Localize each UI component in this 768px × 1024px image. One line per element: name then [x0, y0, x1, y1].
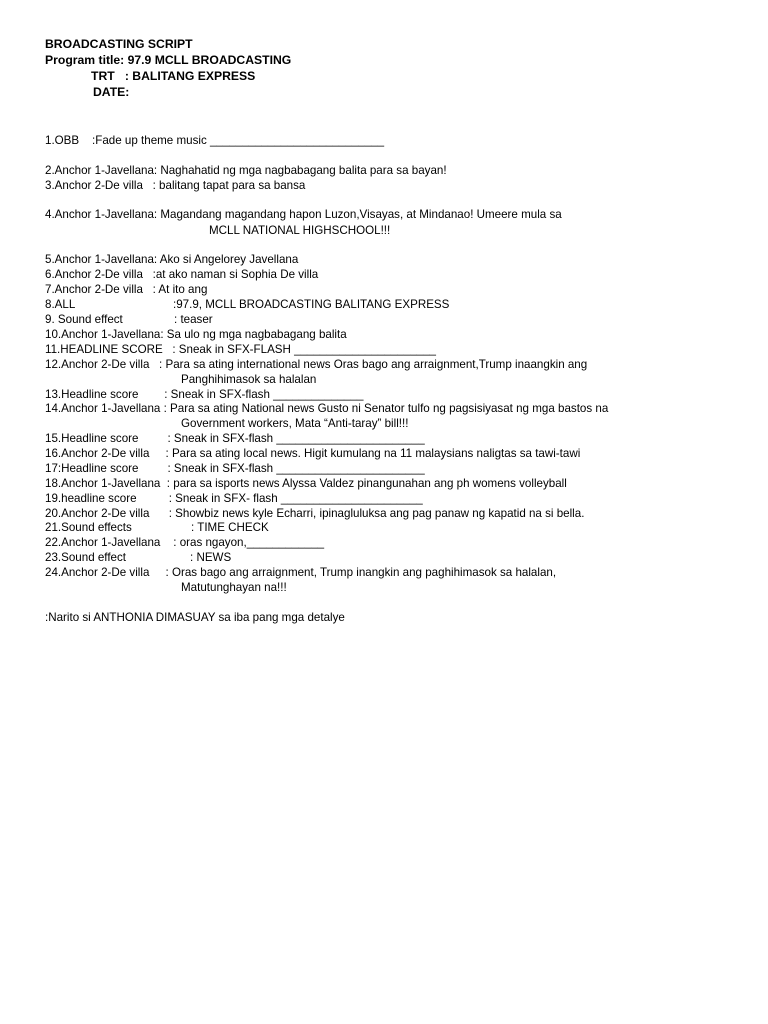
closing-line: :Narito si ANTHONIA DIMASUAY sa iba pang mga detalye [45, 611, 345, 624]
trt-line: TRT : BALITANG EXPRESS [91, 69, 256, 83]
script-line-3: 3.Anchor 2-De villa : balitang tapat para sa bansa [45, 179, 306, 192]
script-line-4: 4.Anchor 1-Javellana: Magandang magandang hapon Luzon,Visayas, at Mindanao! Umeere mula sa [45, 208, 562, 221]
script-line-14: 14.Anchor 1-Javellana : Para sa ating National news Gusto ni Senator tulfo ng pagsisiyasat ng mga bastos na [45, 402, 609, 415]
script-line-4-cont: MCLL NATIONAL HIGHSCHOOL!!! [209, 224, 391, 237]
script-line-24: 24.Anchor 2-De villa : Oras bago ang arraignment, Trump inangkin ang paghihimasok sa halalan, [45, 566, 557, 579]
script-line-21-text: : TIME CHECK [191, 521, 269, 534]
script-line-8-label: 8.ALL [45, 298, 76, 311]
script-line-23-text: : NEWS [190, 551, 232, 564]
script-line-12: 12.Anchor 2-De villa : Para sa ating international news Oras bago ang arraignment,Trump inaangkin ang [45, 358, 588, 371]
script-line-15: 15.Headline score : Sneak in SFX-flash _______________________ [45, 432, 425, 445]
script-line-21-label: 21.Sound effects [45, 521, 132, 534]
script-line-9-text: : teaser [174, 313, 213, 326]
script-title: BROADCASTING SCRIPT [45, 37, 193, 51]
script-line-18: 18.Anchor 1-Javellana : para sa isports news Alyssa Valdez pinangunahan ang ph womens volleyball [45, 477, 567, 490]
script-line-22: 22.Anchor 1-Javellana : oras ngayon,____________ [45, 536, 325, 549]
script-line-7: 7.Anchor 2-De villa : At ito ang [45, 283, 208, 296]
script-line-16: 16.Anchor 2-De villa : Para sa ating local news. Higit kumulang na 11 malaysians naligtas sa tawi-tawi [45, 447, 581, 460]
script-line-19: 19.headline score : Sneak in SFX- flash ______________________ [45, 492, 423, 505]
script-line-17: 17:Headline score : Sneak in SFX-flash _______________________ [45, 462, 425, 475]
script-line-5: 5.Anchor 1-Javellana: Ako si Angelorey Javellana [45, 253, 299, 266]
script-line-10: 10.Anchor 1-Javellana: Sa ulo ng mga nagbabagang balita [45, 328, 347, 341]
script-line-24-cont: Matutunghayan na!!! [181, 581, 287, 594]
script-line-1: 1.OBB :Fade up theme music ___________________________ [45, 134, 385, 147]
script-line-23-label: 23.Sound effect [45, 551, 127, 564]
script-line-12-cont: Panghihimasok sa halalan [181, 373, 317, 386]
script-line-2: 2.Anchor 1-Javellana: Naghahatid ng mga nagbabagang balita para sa bayan! [45, 164, 447, 177]
date-line: DATE: [93, 85, 130, 99]
script-line-9-label: 9. Sound effect [45, 313, 123, 326]
script-line-14-cont: Government workers, Mata “Anti-taray” bill!!! [181, 417, 409, 430]
script-line-8-text: :97.9, MCLL BROADCASTING BALITANG EXPRESS [173, 298, 450, 311]
script-line-6: 6.Anchor 2-De villa :at ako naman si Sophia De villa [45, 268, 319, 281]
script-line-13: 13.Headline score : Sneak in SFX-flash ______________ [45, 388, 364, 401]
program-title: Program title: 97.9 MCLL BROADCASTING [45, 53, 292, 67]
script-line-20: 20.Anchor 2-De villa : Showbiz news kyle Echarri, ipinagluluksa ang pag panaw ng kapatid na si bella. [45, 507, 585, 520]
script-line-11: 11.HEADLINE SCORE : Sneak in SFX-FLASH ______________________ [45, 343, 436, 356]
